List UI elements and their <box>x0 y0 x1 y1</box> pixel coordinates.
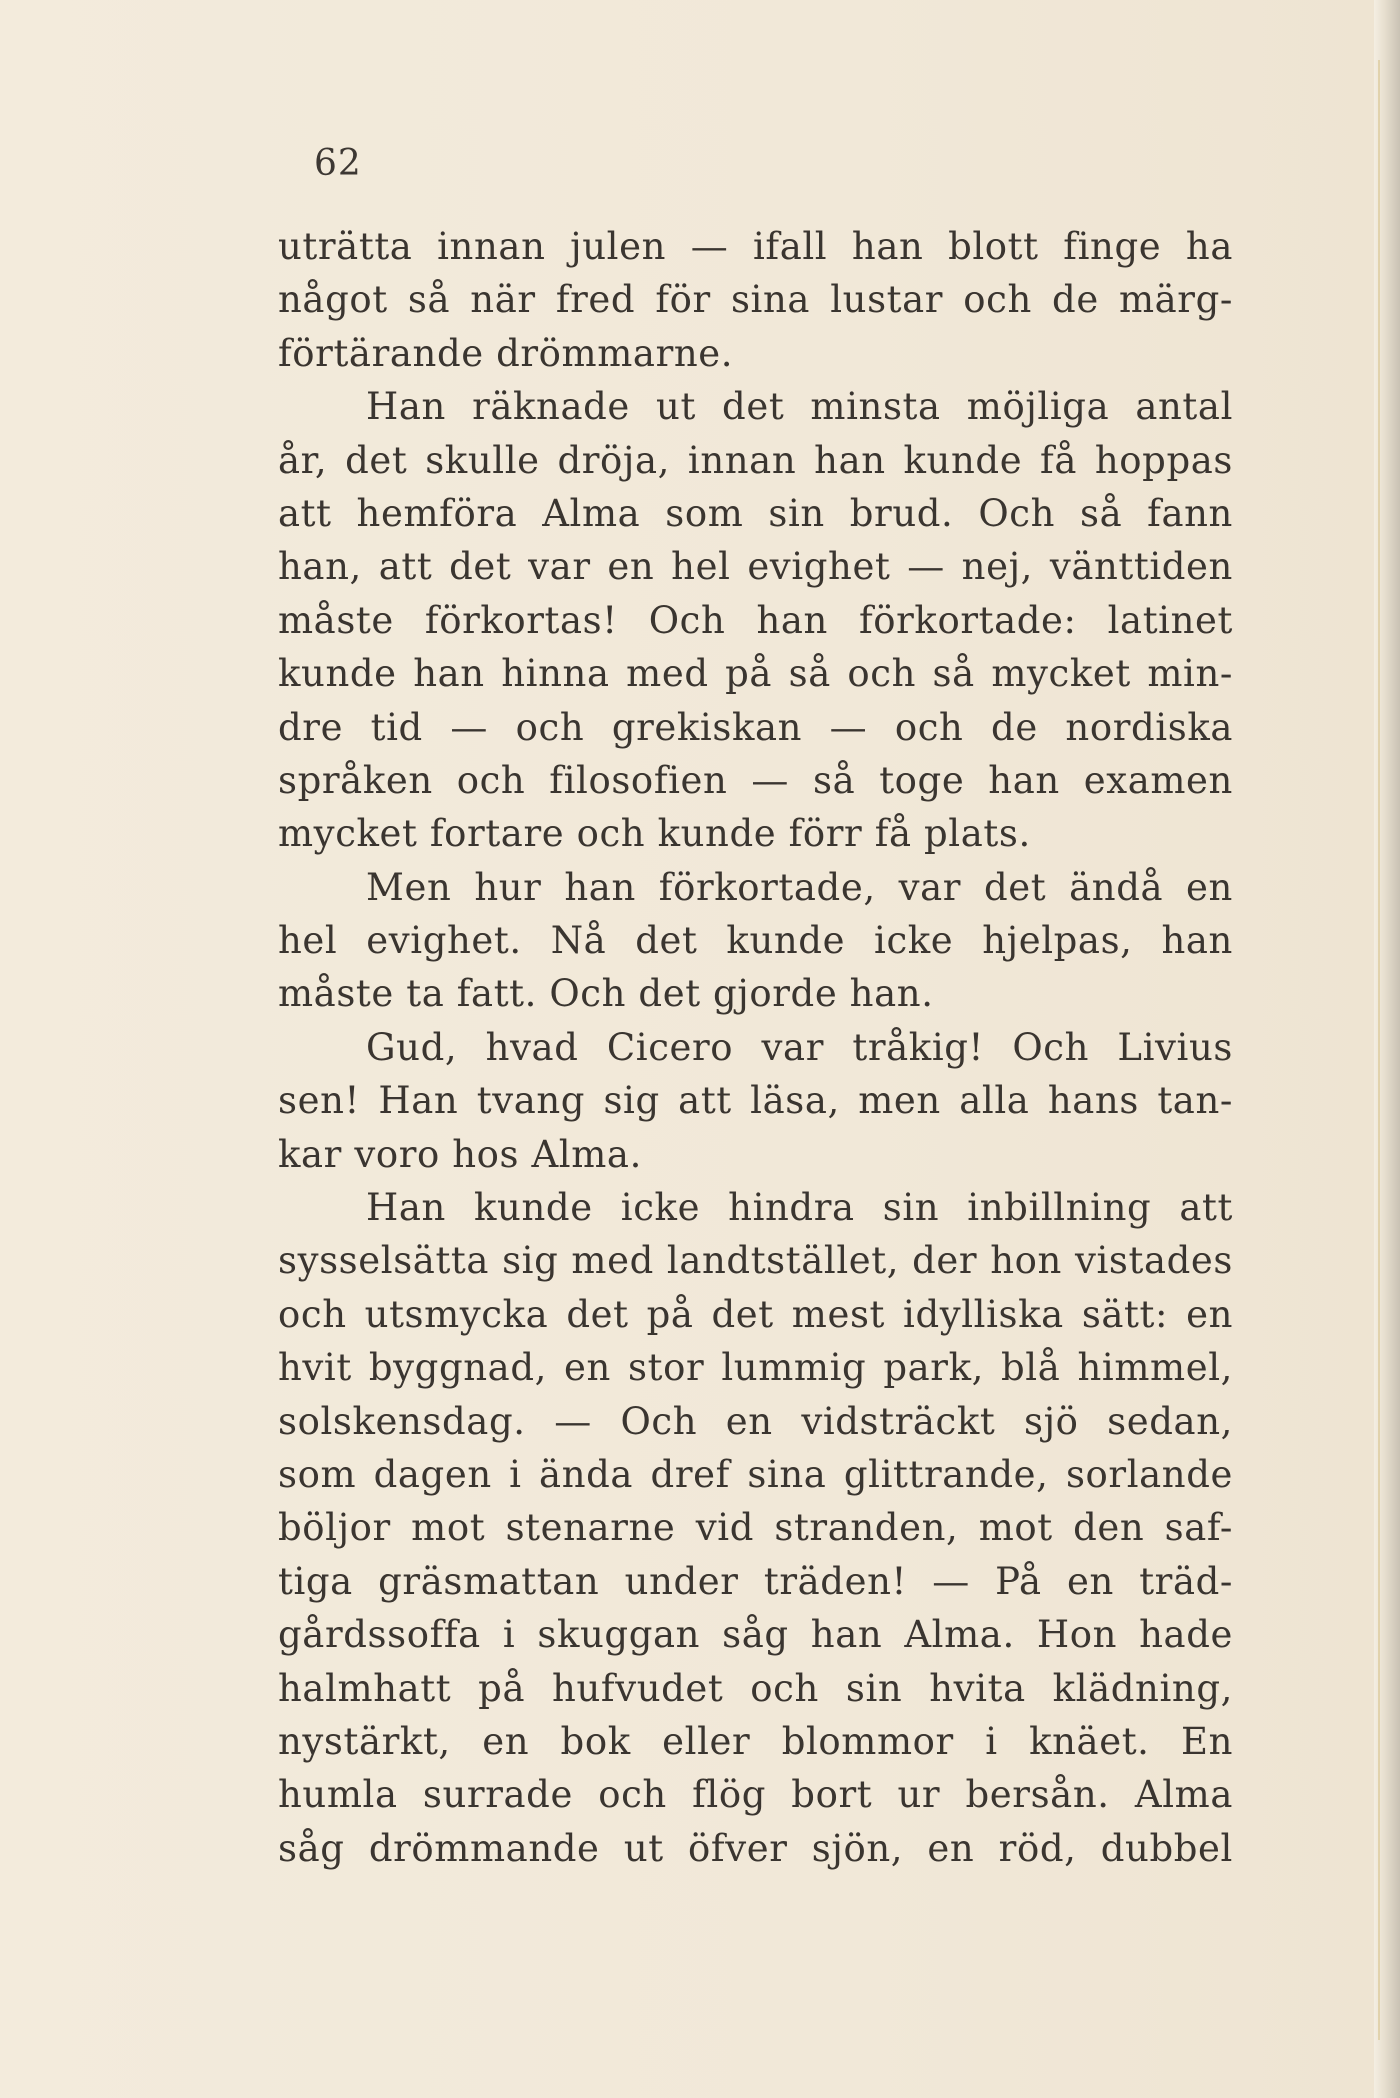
text-line: han, att det var en hel evighet — nej, vänttiden <box>278 545 1233 589</box>
page-number: 62 <box>314 143 362 184</box>
text-line: hvit byggnad, en stor lummig park, blå himmel, <box>278 1346 1233 1390</box>
text-line: som dagen i ända dref sina glittrande, sorlande <box>278 1452 1233 1496</box>
text-line: solskensdag. — Och en vidsträckt sjö sedan, <box>278 1399 1233 1443</box>
body-text <box>278 220 1233 1875</box>
text-line: dre tid — och grekiskan — och de nordiska <box>278 705 1233 749</box>
text-line: tiga gräsmattan under träden! — På en träd- <box>278 1559 1233 1603</box>
text-line: förtärande drömmarne. <box>278 331 734 375</box>
text-line: Han räknade ut det minsta möjliga antal <box>366 385 1233 429</box>
text-line: måste förkortas! Och han förkortade: latinet <box>278 598 1233 642</box>
text-line: Gud, hvad Cicero var tråkig! Och Livius <box>366 1025 1233 1069</box>
text-line: gårdssoffa i skuggan såg han Alma. Hon hade <box>278 1613 1233 1657</box>
text-line: Men hur han förkortade, var det ändå en <box>366 865 1233 909</box>
text-line: kunde han hinna med på så och så mycket min- <box>278 652 1233 696</box>
text-line: sysselsätta sig med landtstället, der hon vistades <box>278 1239 1233 1283</box>
text-line: måste ta fatt. Och det gjorde han. <box>278 972 934 1016</box>
text-line: humla surrade och flög bort ur bersån. Alma <box>278 1773 1233 1817</box>
text-line: såg drömmande ut öfver sjön, en röd, dubbel <box>278 1826 1233 1870</box>
text-line: att hemföra Alma som sin brud. Och så fann <box>278 491 1233 535</box>
text-line: Han kunde icke hindra sin inbillning att <box>366 1186 1233 1230</box>
text-line: halmhatt på hufvudet och sin hvita klädning, <box>278 1666 1233 1710</box>
text-line: uträtta innan julen — ifall han blott finge ha <box>278 225 1233 268</box>
text-line: år, det skulle dröja, innan han kunde få hoppas <box>278 438 1233 482</box>
text-line: böljor mot stenarne vid stranden, mot den saf- <box>278 1506 1233 1550</box>
text-line: nystärkt, en bok eller blommor i knäet. En <box>278 1719 1233 1763</box>
text-line: mycket fortare och kunde förr få plats. <box>278 812 1031 856</box>
text-line: och utsmycka det på det mest idylliska sätt: en <box>278 1292 1233 1336</box>
text-line: hel evighet. Nå det kunde icke hjelpas, han <box>278 919 1233 963</box>
text-line: något så när fred för sina lustar och de märg- <box>278 278 1233 322</box>
text-line: sen! Han tvang sig att läsa, men alla hans tan- <box>278 1079 1233 1123</box>
text-line: språken och filosofien — så toge han examen <box>278 758 1233 802</box>
text-line: kar voro hos Alma. <box>278 1132 642 1176</box>
page-edge <box>1374 0 1400 2098</box>
